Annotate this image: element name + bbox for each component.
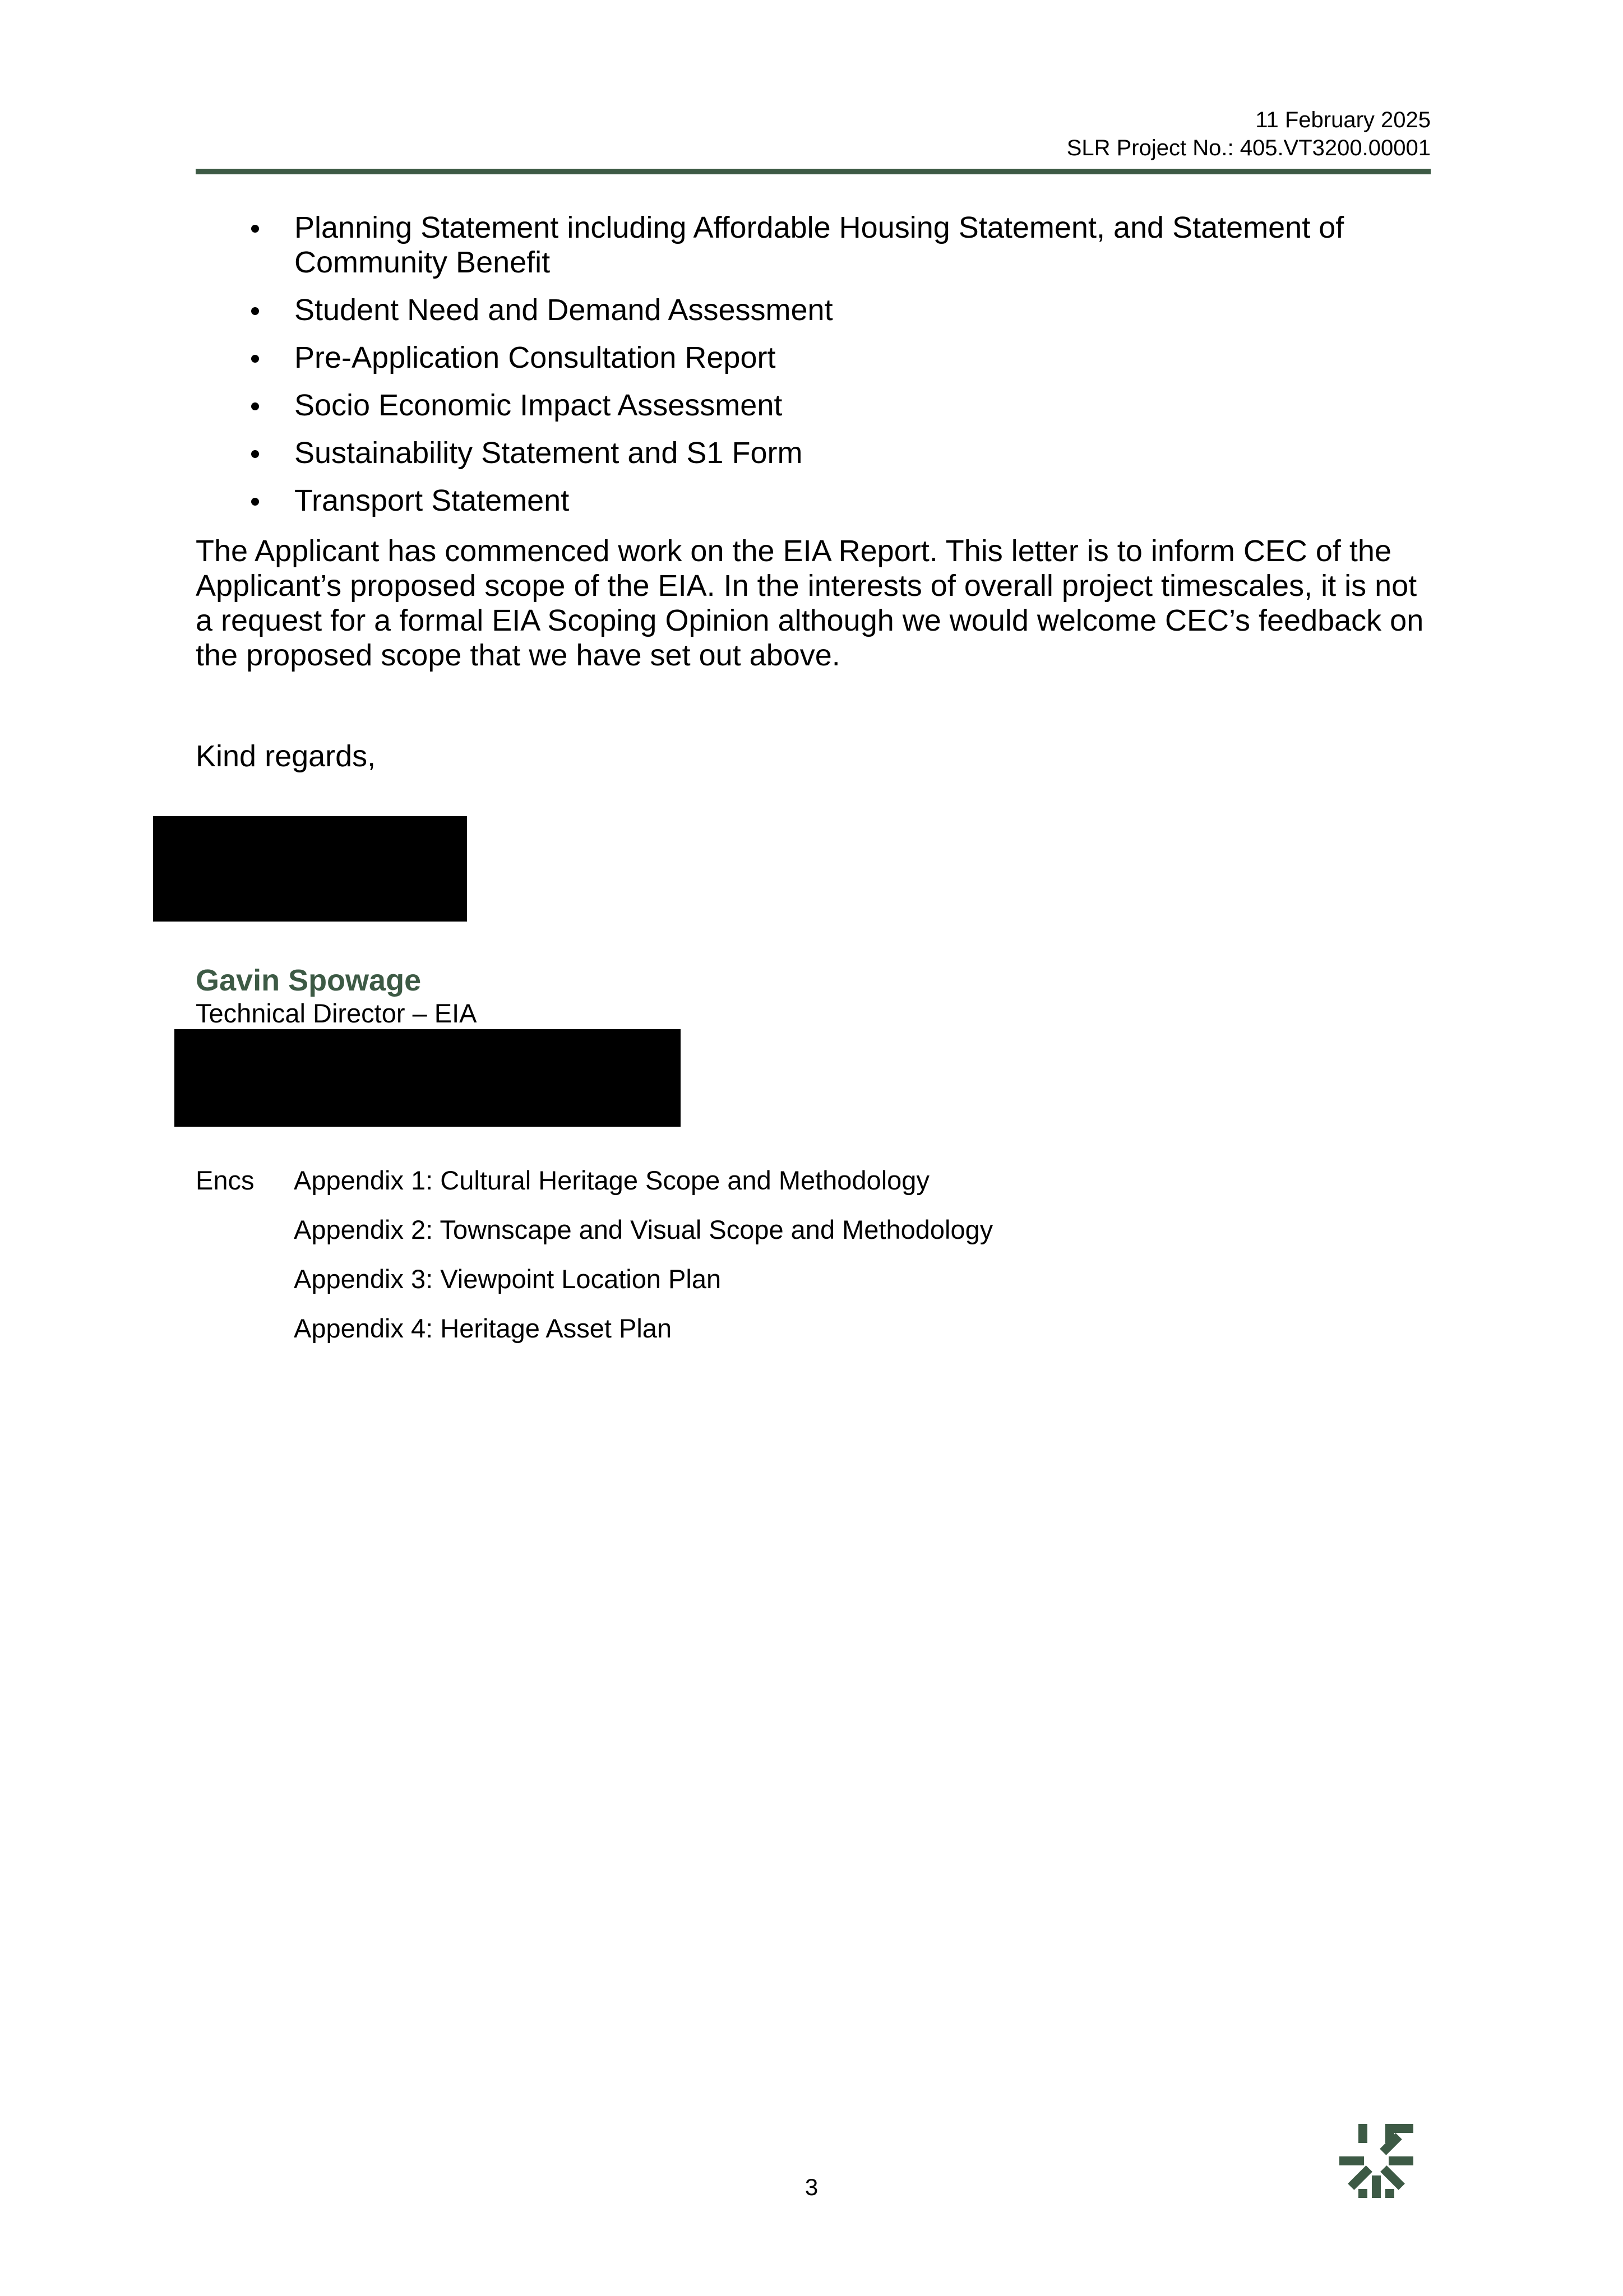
slr-logo-icon [1337, 2122, 1416, 2200]
list-item-text: Socio Economic Impact Assessment [294, 388, 783, 422]
list-item [196, 340, 1431, 375]
enclosure-item: Appendix 1: Cultural Heritage Scope and Methodology [294, 1165, 930, 1195]
list-item [196, 436, 1431, 470]
list-item-text: Pre-Application Consultation Report [294, 341, 776, 374]
header-project-number: SLR Project No.: 405.VT3200.00001 [1066, 136, 1431, 160]
enclosure-item: Appendix 4: Heritage Asset Plan [294, 1313, 672, 1343]
list-item [196, 210, 1431, 280]
bullet-icon [251, 498, 259, 506]
bullet-icon [251, 225, 259, 233]
enclosures-label: Encs [196, 1165, 255, 1195]
page-number: 3 [804, 2174, 819, 2200]
list-item [196, 388, 1431, 423]
body-paragraph: The Applicant has commenced work on the EIA Report. This letter is to inform CEC of the Applicant’s proposed scope of the EIA. In the interests of overall project timescales, it is not a request for a formal EIA Scoping Opinion although we would welcome CEC’s feedback on the proposed scope that we have set out above. [196, 534, 1424, 672]
list-item-text: Student Need and Demand Assessment [294, 293, 833, 327]
bullet-icon [251, 307, 259, 315]
bullet-icon [251, 355, 259, 363]
header-date: 11 February 2025 [1255, 108, 1431, 132]
signatory-name: Gavin Spowage [196, 964, 422, 997]
bullet-icon [251, 402, 259, 410]
list-item [196, 483, 1431, 518]
document-list [196, 210, 1431, 531]
list-item-text: Planning Statement including Affordable Housing Statement, and Statement of Community Benefit [294, 211, 1344, 279]
enclosure-item: Appendix 2: Townscape and Visual Scope and Methodology [294, 1215, 993, 1244]
header-rule [196, 169, 1431, 174]
closing-salutation: Kind regards, [196, 739, 376, 773]
bullet-icon [251, 450, 259, 458]
redacted-contact-details [174, 1029, 681, 1127]
enclosure-item: Appendix 3: Viewpoint Location Plan [294, 1264, 722, 1294]
signatory-title: Technical Director – EIA [196, 998, 477, 1028]
redacted-signature [153, 816, 467, 922]
list-item [196, 293, 1431, 327]
enclosures-list [294, 1165, 993, 1362]
list-item-text: Transport Statement [294, 484, 570, 517]
list-item-text: Sustainability Statement and S1 Form [294, 436, 803, 470]
